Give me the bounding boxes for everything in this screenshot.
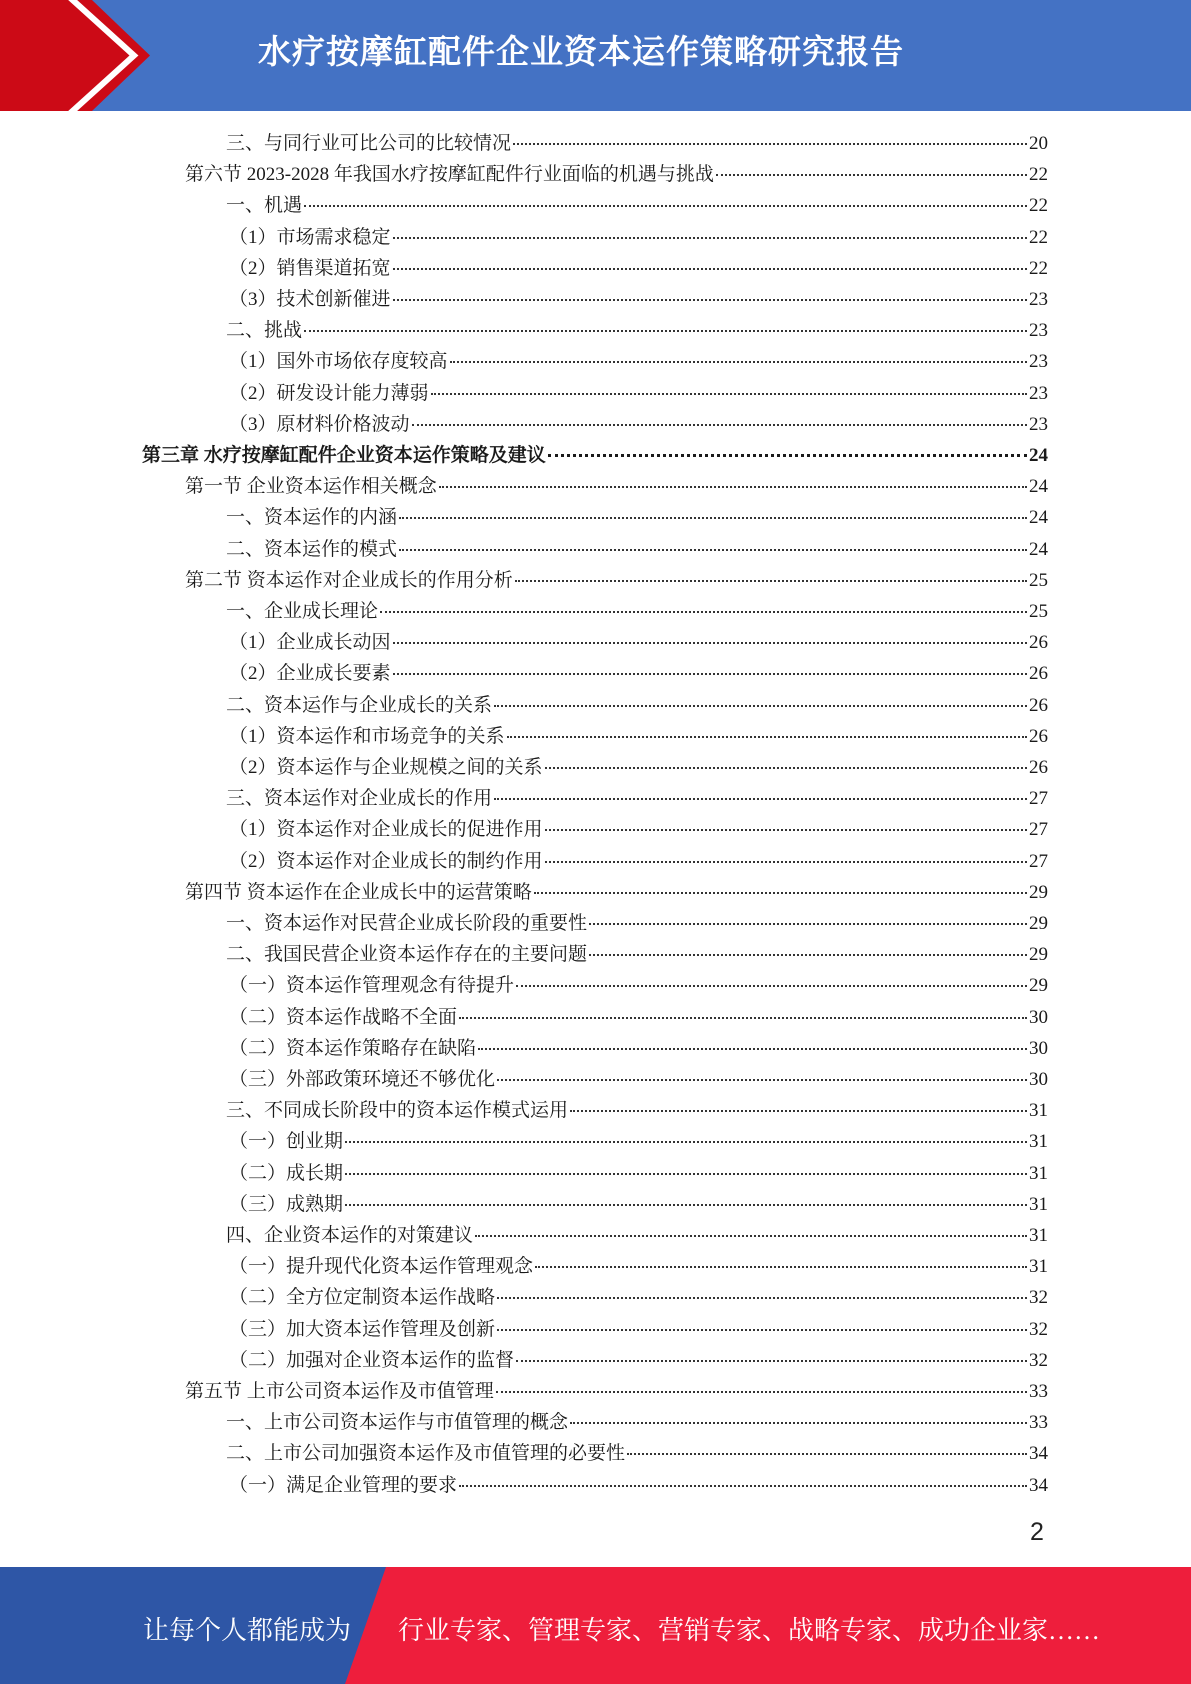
toc-entry[interactable]: [229, 222, 1048, 253]
toc-dot-leader: [450, 360, 1027, 363]
toc-entry-title: （2）研发设计能力薄弱: [229, 383, 429, 404]
toc-entry[interactable]: [229, 1064, 1048, 1095]
toc-entry-page: 26: [1029, 632, 1048, 653]
toc-entry-title: （一）资本运作管理观念有待提升: [229, 975, 515, 996]
toc-entry-title: 第三章 水疗按摩缸配件企业资本运作策略及建议: [142, 445, 546, 466]
toc-entry-title: 一、企业成长理论: [226, 601, 379, 622]
toc-dot-leader: [496, 1390, 1027, 1393]
toc-entry-title: （2）资本运作与企业规模之间的关系: [229, 757, 543, 778]
toc-entry[interactable]: [185, 159, 1048, 190]
toc-entry-page: 23: [1029, 383, 1048, 404]
toc-entry[interactable]: [229, 814, 1048, 845]
toc-entry-page: 31: [1029, 1131, 1048, 1152]
toc-entry-page: 30: [1029, 1069, 1048, 1090]
toc-entry-page: 24: [1029, 507, 1048, 528]
toc-entry-page: 31: [1029, 1194, 1048, 1215]
toc-entry[interactable]: [229, 1189, 1048, 1220]
toc-entry-title: 三、资本运作对企业成长的作用: [226, 788, 493, 809]
toc-entry-title: （二）资本运作战略不全面: [229, 1007, 458, 1028]
toc-entry-title: （三）加大资本运作管理及创新: [229, 1319, 496, 1340]
toc-entry-title: （二）加强对企业资本运作的监督: [229, 1350, 515, 1371]
toc-dot-leader: [545, 766, 1027, 769]
toc-entry[interactable]: [226, 1095, 1048, 1126]
toc-entry-title: 一、上市公司资本运作与市值管理的概念: [226, 1412, 569, 1433]
toc-entry-page: 34: [1029, 1443, 1048, 1464]
toc-dot-leader: [535, 1265, 1027, 1268]
toc-entry[interactable]: [226, 1407, 1048, 1438]
toc-entry-page: 25: [1029, 601, 1048, 622]
toc-entry-title: （1）市场需求稳定: [229, 227, 391, 248]
toc-entry-title: （二）全方位定制资本运作战略: [229, 1287, 496, 1308]
toc-entry[interactable]: [229, 378, 1048, 409]
toc-entry-page: 26: [1029, 726, 1048, 747]
toc-entry-title: 一、资本运作对民营企业成长阶段的重要性: [226, 913, 588, 934]
footer-slogan-left: 让每个人都能成为: [143, 1616, 352, 1645]
toc-entry[interactable]: [229, 1126, 1048, 1157]
toc-entry[interactable]: [226, 783, 1048, 814]
toc-dot-leader: [393, 236, 1027, 239]
toc-entry-title: 三、与同行业可比公司的比较情况: [226, 133, 512, 154]
toc-entry-title: （一）提升现代化资本运作管理观念: [229, 1256, 534, 1277]
toc-dot-leader: [497, 1328, 1027, 1331]
toc-entry[interactable]: [226, 128, 1048, 159]
toc-dot-leader: [494, 797, 1027, 800]
toc-entry-title: 二、资本运作的模式: [226, 539, 398, 560]
toc-entry-title: 二、我国民营企业资本运作存在的主要问题: [226, 944, 588, 965]
toc-dot-leader: [459, 1484, 1027, 1487]
toc-entry-page: 31: [1029, 1256, 1048, 1277]
toc-dot-leader: [345, 1203, 1027, 1206]
toc-entry[interactable]: [229, 1345, 1048, 1376]
toc-entry-page: 23: [1029, 320, 1048, 341]
toc-entry-page: 24: [1029, 539, 1048, 560]
toc-entry-title: 一、机遇: [226, 195, 303, 216]
toc-entry-title: （1）资本运作对企业成长的促进作用: [229, 819, 543, 840]
toc-entry-page: 26: [1029, 663, 1048, 684]
toc-entry-title: 第四节 资本运作在企业成长中的运营策略: [185, 882, 532, 903]
toc-entry-title: （2）资本运作对企业成长的制约作用: [229, 851, 543, 872]
toc-dot-leader: [431, 392, 1027, 395]
toc-dot-leader: [393, 298, 1027, 301]
toc-entry[interactable]: [229, 1002, 1048, 1033]
toc-entry[interactable]: [226, 596, 1048, 627]
toc-entry[interactable]: [185, 471, 1048, 502]
toc-entry-title: （2）企业成长要素: [229, 663, 391, 684]
toc-entry-title: （3）原材料价格波动: [229, 414, 410, 435]
toc-entry[interactable]: [229, 1251, 1048, 1282]
toc-entry-page: 22: [1029, 164, 1048, 185]
toc-entry-title: （1）企业成长动因: [229, 632, 391, 653]
toc-entry-page: 24: [1029, 476, 1048, 497]
toc-dot-leader: [515, 579, 1027, 582]
toc-entry-page: 20: [1029, 133, 1048, 154]
toc-entry[interactable]: [226, 315, 1048, 346]
toc-entry[interactable]: [229, 346, 1048, 377]
toc-dot-leader: [494, 704, 1027, 707]
toc-entry-page: 31: [1029, 1163, 1048, 1184]
toc-entry-page: 32: [1029, 1350, 1048, 1371]
toc-entry[interactable]: [229, 1282, 1048, 1313]
toc-entry-page: 29: [1029, 975, 1048, 996]
toc-dot-leader: [393, 672, 1027, 675]
toc-entry[interactable]: [229, 1314, 1048, 1345]
toc-dot-leader: [545, 860, 1027, 863]
toc-entry-page: 26: [1029, 757, 1048, 778]
toc-entry-title: 三、不同成长阶段中的资本运作模式运用: [226, 1100, 569, 1121]
toc-dot-leader: [534, 891, 1027, 894]
toc-dot-leader: [497, 1296, 1027, 1299]
toc-dot-leader: [439, 485, 1027, 488]
toc-dot-leader: [478, 1047, 1027, 1050]
toc-entry-title: 第二节 资本运作对企业成长的作用分析: [185, 570, 513, 591]
toc-entry[interactable]: [142, 440, 1048, 471]
toc-entry-page: 27: [1029, 851, 1048, 872]
toc-dot-leader: [345, 1172, 1027, 1175]
document-title: 水疗按摩缸配件企业资本运作策略研究报告: [258, 32, 904, 71]
toc-entry[interactable]: [185, 877, 1048, 908]
toc-entry-title: （1）国外市场依存度较高: [229, 351, 448, 372]
toc-entry[interactable]: [229, 846, 1048, 877]
toc-entry-title: （3）技术创新催进: [229, 289, 391, 310]
toc-dot-leader: [570, 1109, 1027, 1112]
toc-entry-title: （二）成长期: [229, 1163, 344, 1184]
toc-dot-leader: [304, 204, 1027, 207]
toc-dot-leader: [304, 329, 1027, 332]
toc-entry-page: 23: [1029, 351, 1048, 372]
header-band: [0, 0, 1191, 111]
toc-dot-leader: [475, 1234, 1027, 1237]
toc-entry-title: （二）资本运作策略存在缺陷: [229, 1038, 477, 1059]
toc-entry-page: 33: [1029, 1381, 1048, 1402]
toc-dot-leader: [399, 516, 1027, 519]
toc-entry[interactable]: [226, 1438, 1048, 1469]
toc-entry-title: 一、资本运作的内涵: [226, 507, 398, 528]
toc-entry[interactable]: [226, 502, 1048, 533]
toc-entry-title: （三）成熟期: [229, 1194, 344, 1215]
toc-entry-page: 23: [1029, 414, 1048, 435]
toc-dot-leader: [459, 1016, 1027, 1019]
toc-entry-title: 二、上市公司加强资本运作及市值管理的必要性: [226, 1443, 626, 1464]
toc-entry-title: 四、企业资本运作的对策建议: [226, 1225, 474, 1246]
toc-entry-title: 第六节 2023-2028 年我国水疗按摩缸配件行业面临的机遇与挑战: [185, 164, 714, 185]
toc-entry[interactable]: [229, 253, 1048, 284]
toc-entry[interactable]: [226, 1220, 1048, 1251]
toc-entry-title: （三）外部政策环境还不够优化: [229, 1069, 496, 1090]
toc-entry[interactable]: [185, 565, 1048, 596]
toc-entry-page: 32: [1029, 1319, 1048, 1340]
toc-entry-page: 31: [1029, 1225, 1048, 1246]
toc-entry-page: 22: [1029, 195, 1048, 216]
page-number: 2: [1030, 1518, 1044, 1546]
toc-entry[interactable]: [226, 690, 1048, 721]
toc-entry[interactable]: [229, 721, 1048, 752]
toc-entry[interactable]: [229, 752, 1048, 783]
toc-dot-leader: [497, 1078, 1027, 1081]
toc-entry[interactable]: [229, 1158, 1048, 1189]
toc-entry-page: 25: [1029, 570, 1048, 591]
toc-entry-page: 32: [1029, 1287, 1048, 1308]
toc-dot-leader: [627, 1452, 1027, 1455]
toc-entry-title: （一）创业期: [229, 1131, 344, 1152]
toc-dot-leader: [393, 267, 1027, 270]
footer-band: [0, 1567, 1191, 1684]
toc-entry[interactable]: [185, 1376, 1048, 1407]
toc-entry[interactable]: [226, 939, 1048, 970]
toc-entry-title: 第五节 上市公司资本运作及市值管理: [185, 1381, 494, 1402]
toc-entry-page: 29: [1029, 882, 1048, 903]
toc-entry[interactable]: [229, 658, 1048, 689]
toc-entry-page: 27: [1029, 788, 1048, 809]
toc-dot-leader: [380, 610, 1027, 613]
toc-entry-page: 22: [1029, 227, 1048, 248]
toc-entry-title: （2）销售渠道拓宽: [229, 258, 391, 279]
toc-dot-leader: [513, 142, 1027, 145]
toc-entry-page: 27: [1029, 819, 1048, 840]
footer-slogan-right: 行业专家、管理专家、营销专家、战略专家、成功企业家……: [398, 1616, 1101, 1645]
toc-entry-page: 24: [1029, 445, 1048, 466]
toc-dot-leader: [399, 548, 1027, 551]
toc-dot-leader: [570, 1421, 1027, 1424]
toc-dot-leader: [716, 173, 1027, 176]
toc-entry-page: 30: [1029, 1007, 1048, 1028]
toc-dot-leader: [507, 735, 1027, 738]
toc-entry[interactable]: [229, 1470, 1048, 1501]
toc-entry[interactable]: [226, 908, 1048, 939]
toc-dot-leader: [516, 1359, 1027, 1362]
toc-entry-page: 31: [1029, 1100, 1048, 1121]
toc-entry-page: 22: [1029, 258, 1048, 279]
toc-entry[interactable]: [226, 190, 1048, 221]
toc-dot-leader: [548, 453, 1027, 457]
toc-dot-leader: [545, 828, 1027, 831]
toc-entry-page: 23: [1029, 289, 1048, 310]
toc-entry-page: 33: [1029, 1412, 1048, 1433]
toc-entry[interactable]: [226, 534, 1048, 565]
toc-dot-leader: [589, 922, 1027, 925]
toc-entry[interactable]: [229, 1033, 1048, 1064]
toc-entry[interactable]: [229, 627, 1048, 658]
toc-dot-leader: [393, 641, 1027, 644]
toc-entry-title: 第一节 企业资本运作相关概念: [185, 476, 437, 497]
toc-dot-leader: [412, 423, 1027, 426]
toc-dot-leader: [589, 953, 1027, 956]
toc-entry-page: 26: [1029, 695, 1048, 716]
toc-entry[interactable]: [229, 409, 1048, 440]
toc-entry-page: 30: [1029, 1038, 1048, 1059]
toc-entry-page: 34: [1029, 1475, 1048, 1496]
toc-dot-leader: [345, 1140, 1027, 1143]
toc-entry-title: （1）资本运作和市场竞争的关系: [229, 726, 505, 747]
toc-dot-leader: [516, 984, 1027, 987]
toc-entry[interactable]: [229, 284, 1048, 315]
toc-entry-title: （一）满足企业管理的要求: [229, 1475, 458, 1496]
header-arrow-graphic: [0, 0, 150, 111]
toc-entry[interactable]: [229, 970, 1048, 1001]
toc-entry-title: 二、资本运作与企业成长的关系: [226, 695, 493, 716]
toc-entry-page: 29: [1029, 913, 1048, 934]
toc-entry-title: 二、挑战: [226, 320, 303, 341]
toc-entry-page: 29: [1029, 944, 1048, 965]
